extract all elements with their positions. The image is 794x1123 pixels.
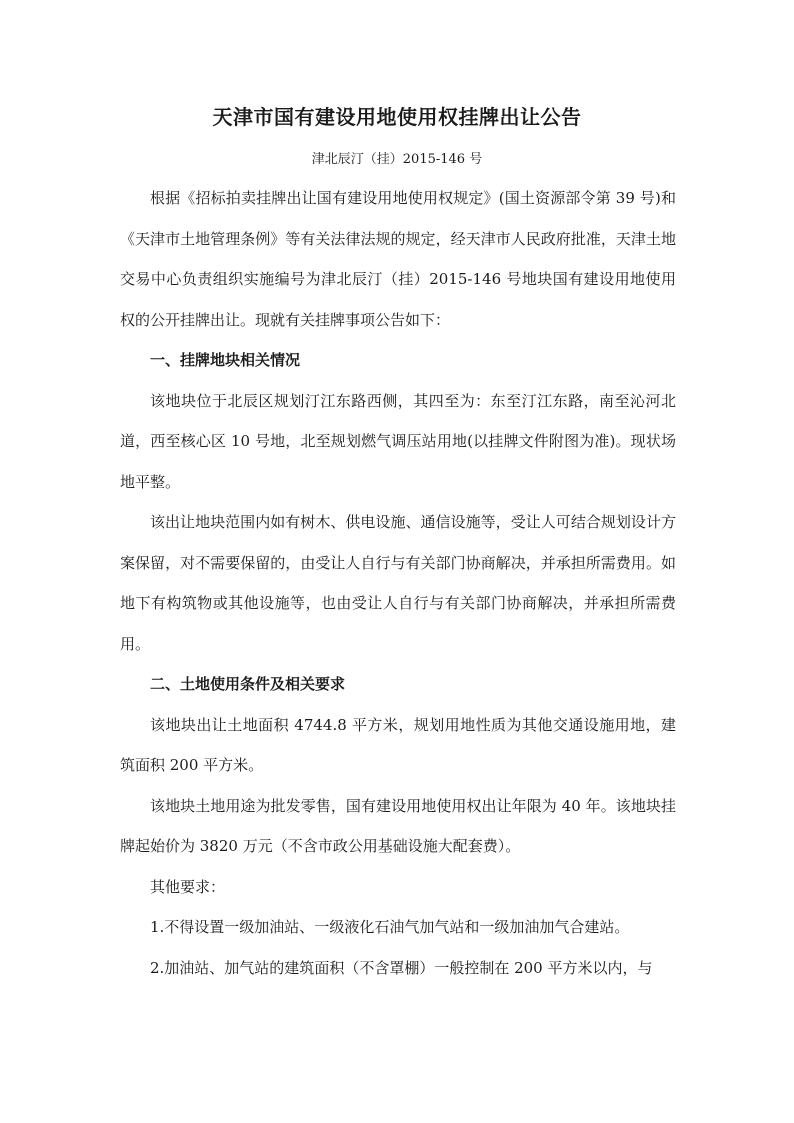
usage-paragraph: 该地块土地用途为批发零售，国有建设用地使用权出让年限为 40 年。该地块挂牌起始价为 3820 万元（不含市政公用基础设施大配套费）。: [120, 796, 676, 855]
other-requirements-label: 其他要求：: [150, 877, 226, 896]
section-heading-1: 一、挂牌地块相关情况: [150, 351, 301, 369]
location-paragraph: 该地块位于北辰区规划汀江东路西侧，其四至为：东至汀江东路，南至沁河北道，西至核心区 10 号地，北至规划燃气调压站用地(以挂牌文件附图为准)。现状场地平整。: [120, 391, 676, 491]
document-number: 津北辰汀（挂）2015-146 号: [311, 152, 483, 167]
document-body: [120, 178, 676, 988]
page-title: 天津市国有建设用地使用权挂牌出让公告: [212, 105, 582, 129]
section-heading-2: 二、土地使用条件及相关要求: [150, 675, 346, 693]
area-paragraph: 该地块出让土地面积 4744.8 平方米，规划用地性质为其他交通设施用地，建筑面积 200 平方米。: [120, 715, 676, 774]
intro-paragraph: 根据《招标拍卖挂牌出让国有建设用地使用权规定》(国土资源部令第 39 号)和《天津市土地管理条例》等有关法律法规的规定，经天津市人民政府批准，天津土地交易中心负责组织实施编号为津北辰汀（挂）2015-146 号地块国有建设用地使用权的公开挂牌出让。现就有关挂牌事项公告如下：: [120, 189, 676, 329]
requirement-item-1: 1.不得设置一级加油站、一级液化石油气加气站和一级加油加气合建站。: [150, 918, 630, 936]
facilities-paragraph: 该出让地块范围内如有树木、供电设施、通信设施等，受让人可结合规划设计方案保留，对不需要保留的，由受让人自行与有关部门协商解决，并承担所需费用。如地下有构筑物或其他设施等，也由受让人自行与有关部门协商解决，并承担所需费用。: [120, 513, 676, 653]
requirement-item-2: 2.加油站、加气站的建筑面积（不含罩棚）一般控制在 200 平方米以内，与: [150, 958, 653, 977]
